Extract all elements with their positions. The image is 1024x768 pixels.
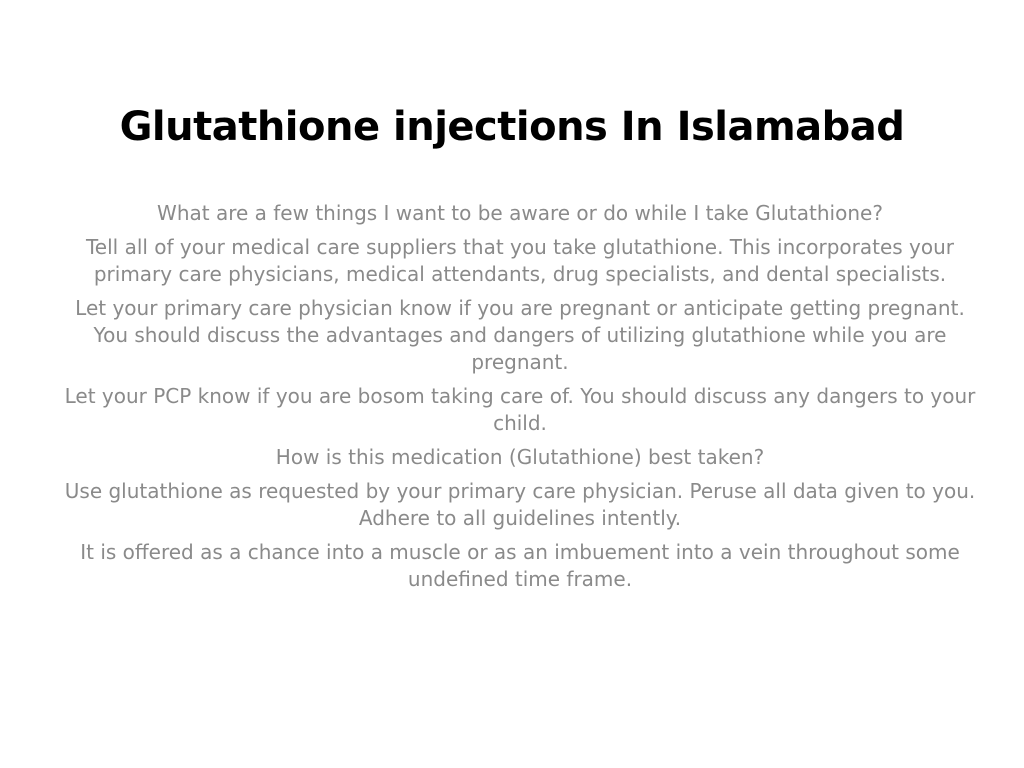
body-paragraph-question-awareness: What are a few things I want to be aware or do while I take Glutathione?: [157, 201, 883, 225]
body-paragraph-pregnancy: Let your primary care physician know if you are pregnant or anticipate getting pregnant. You should discuss the advantages and dangers of utilizing glutathione while you are pregnant.: [75, 296, 965, 374]
body-paragraph-breastfeeding: Let your PCP know if you are bosom taking care of. You should discuss any dangers to your child.: [64, 384, 976, 435]
body-paragraph-usage: Use glutathione as requested by your primary care physician. Peruse all data given to you. Adhere to all guidelines intently.: [64, 479, 976, 530]
slide-title: Glutathione injections In Islamabad: [119, 103, 905, 150]
slide-body: [62, 200, 978, 600]
body-paragraph-question-how-taken: How is this medication (Glutathione) best taken?: [275, 445, 765, 469]
body-paragraph-administration: It is offered as a chance into a muscle or as an imbuement into a vein throughout some undefined time frame.: [80, 540, 960, 591]
body-paragraph-care-suppliers: Tell all of your medical care suppliers that you take glutathione. This incorporates your primary care physicians, medical attendants, drug specialists, and dental specialists.: [85, 235, 955, 286]
